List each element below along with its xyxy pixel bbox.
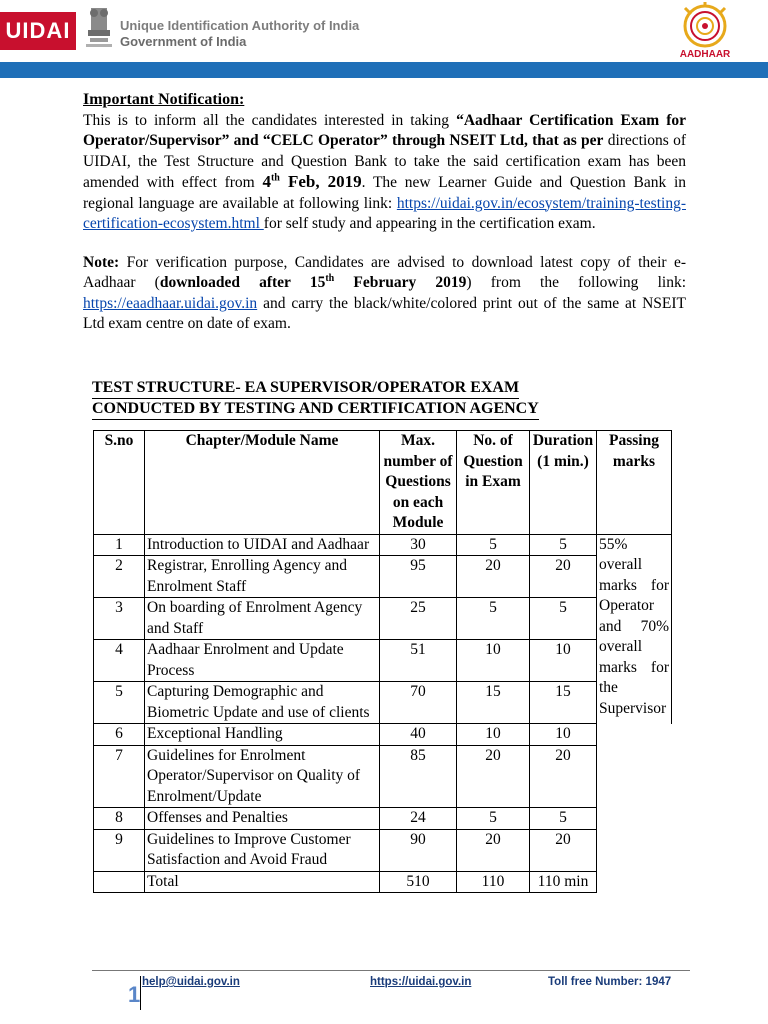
row-duration: 10 [530,640,597,682]
row-chapter-name: Offenses and Penalties [145,808,380,830]
date-sup: th [270,172,280,184]
effective-date [262,172,361,191]
total-label: Total [145,871,380,893]
text-sup: th [325,272,335,284]
header-blue-bar [0,62,768,78]
notification-heading: Important Notification: [83,91,245,108]
header-no-of-questions: No. of Question in Exam [457,431,530,535]
row-duration: 20 [530,829,597,871]
note-paragraph [83,253,686,335]
test-structure-title-line1: TEST STRUCTURE- EA SUPERVISOR/OPERATOR EXAM [92,378,519,399]
header-passing-marks: Passing marks [597,431,672,535]
header-sno: S.no [94,431,145,535]
row-duration: 20 [530,556,597,598]
table-header-row [94,431,672,535]
row-no-of-questions: 15 [457,682,530,724]
page-number-divider [140,976,141,1010]
table-row [94,682,672,724]
page-number: 1 [128,982,141,1007]
date-day: 4 [262,172,271,191]
row-sno: 9 [94,829,145,871]
row-no-of-questions: 5 [457,598,530,640]
row-max-questions: 70 [380,682,457,724]
row-sno: 2 [94,556,145,598]
notification-section [83,90,686,335]
row-sno: 8 [94,808,145,830]
row-chapter-name: Registrar, Enrolling Agency and Enrolment Staff [145,556,380,598]
page-header [0,0,768,78]
header-max-questions: Max. number of Questions on each Module [380,431,457,535]
footer-website-link[interactable]: https://uidai.gov.in [370,976,472,988]
row-max-questions: 51 [380,640,457,682]
header-chapter-name: Chapter/Module Name [145,431,380,535]
row-chapter-name: Introduction to UIDAI and Aadhaar [145,534,380,556]
table-row [94,829,672,871]
footer-toll-free: Toll free Number: 1947 [548,976,672,988]
text-span: downloaded after 15 [159,274,326,291]
table-row [94,745,672,808]
row-chapter-name: Capturing Demographic and Biometric Update and use of clients [145,682,380,724]
eaadhaar-link[interactable]: https://eaadhaar.uidai.gov.in [83,294,258,312]
row-duration: 5 [530,598,597,640]
header-duration: Duration (1 min.) [530,431,597,535]
national-emblem-icon [84,4,114,52]
row-sno: 6 [94,724,145,746]
row-no-of-questions: 5 [457,534,530,556]
exam-name-celc: “CELC Operator” through NSEIT Ltd, that as per [262,132,604,149]
row-chapter-name: On boarding of Enrolment Agency and Staff [145,598,380,640]
row-duration: 15 [530,682,597,724]
row-no-of-questions: 5 [457,808,530,830]
row-no-of-questions: 10 [457,640,530,682]
footer-email-link[interactable]: help@uidai.gov.in [142,976,240,988]
text-span: ) from the following link: [466,274,687,291]
row-duration: 20 [530,745,597,808]
row-sno: 7 [94,745,145,808]
row-max-questions: 90 [380,829,457,871]
text-span: and carry the black/white/colored print out of the same at NSEIT Ltd exam centre on date of exam. [83,294,686,332]
row-no-of-questions: 20 [457,556,530,598]
text-span: for self study and appearing in the certification exam. [263,215,596,232]
row-sno: 1 [94,534,145,556]
row-max-questions: 30 [380,534,457,556]
row-no-of-questions: 20 [457,829,530,871]
text-span: This is to inform all the candidates interested in taking [83,111,457,129]
text-span: directions of UIDAI, the Test Structure and Question Bank to take the said certification exam has been amended with effect from [83,132,686,191]
row-passing-marks: 55% overall marks for Operator and 70% overall marks for the Supervisor [597,534,672,724]
table-row [94,534,672,556]
row-no-of-questions: 10 [457,724,530,746]
exam-name: “Aadhaar Certification Exam for Operator/Supervisor” [83,111,687,149]
table-row [94,808,672,830]
row-max-questions: 24 [380,808,457,830]
total-duration: 110 min [530,871,597,893]
table-row [94,640,672,682]
text-span: For verification purpose, Candidates are advised to download latest copy of their e-Aadhaar ( [83,253,686,291]
row-max-questions: 85 [380,745,457,808]
row-no-of-questions: 20 [457,745,530,808]
org-name-line1: Unique Identification Authority of India [120,18,360,33]
test-structure-title [92,378,682,420]
text-span: and [229,132,263,149]
table-total-row [94,871,672,893]
org-name [120,18,359,50]
footer-divider [92,970,690,971]
row-chapter-name: Aadhaar Enrolment and Update Process [145,640,380,682]
aadhaar-logo-icon [662,2,748,62]
row-max-questions: 40 [380,724,457,746]
row-chapter-name: Exceptional Handling [145,724,380,746]
text-span: . The new Learner Guide and Question Bank in regional language are available at following link: [83,174,686,212]
row-chapter-name: Guidelines for Enrolment Operator/Supervisor on Quality of Enrolment/Update [145,745,380,808]
row-duration: 5 [530,534,597,556]
learner-guide-link[interactable]: https://uidai.gov.in/ecosystem/training-testing-certification-ecosystem.html [83,194,686,232]
row-duration: 10 [530,724,597,746]
row-sno: 4 [94,640,145,682]
total-noq: 110 [457,871,530,893]
row-duration: 5 [530,808,597,830]
date-rest: Feb, 2019 [279,172,362,191]
test-structure-title-line2: CONDUCTED BY TESTING AND CERTIFICATION AGENCY [92,399,539,420]
org-name-line2: Government of India [120,34,247,49]
test-structure-table [93,430,672,893]
note-label: Note: [83,253,120,271]
table-row [94,724,672,746]
uidai-brand-logo: UIDAI [0,12,76,50]
aadhaar-logo-text: AADHAAR [679,49,731,60]
row-max-questions: 95 [380,556,457,598]
row-sno: 5 [94,682,145,724]
row-max-questions: 25 [380,598,457,640]
table-row [94,598,672,640]
table-body [94,534,672,893]
table-row [94,556,672,598]
text-span: February 2019 [334,274,467,291]
total-empty [94,871,145,893]
row-sno: 3 [94,598,145,640]
notification-paragraph [83,111,686,235]
row-chapter-name: Guidelines to Improve Customer Satisfaction and Avoid Fraud [145,829,380,871]
total-max: 510 [380,871,457,893]
